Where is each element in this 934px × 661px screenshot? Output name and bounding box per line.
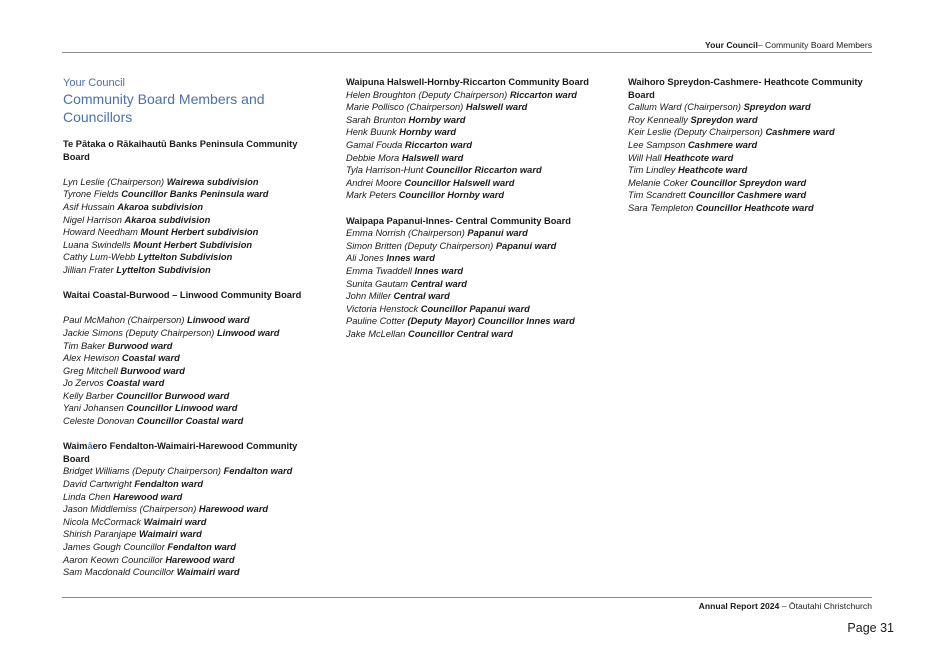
- member-entry: [346, 89, 606, 102]
- member-ward: Councillor Spreydon ward: [690, 177, 807, 188]
- member-entry: [628, 177, 878, 190]
- member-ward: Halswell ward: [401, 152, 464, 163]
- column-2: [346, 76, 606, 353]
- member-ward: Innes ward: [414, 265, 464, 276]
- member-ward: Councillor Heathcote ward: [695, 202, 814, 213]
- member-ward: Innes ward: [386, 253, 435, 264]
- member-entry: [628, 152, 878, 165]
- community-board: [346, 76, 606, 202]
- member-ward: Councillor Central ward: [408, 328, 513, 339]
- member-entry: [628, 101, 878, 114]
- board-title-part: Waipuna Halswell-Hornby-Riccarton Community Board: [346, 77, 589, 87]
- member-entry: [63, 390, 313, 403]
- member-ward: Councillor Hornby ward: [398, 190, 505, 201]
- member-entry: [628, 126, 878, 139]
- community-board: [63, 138, 313, 277]
- member-entry: [346, 152, 606, 165]
- member-entry: [63, 465, 313, 478]
- member-entry: [63, 214, 313, 227]
- member-list: [628, 101, 878, 214]
- member-ward: Heathcote ward: [664, 152, 734, 163]
- member-ward: Waimairi ward: [143, 516, 207, 527]
- member-entry: [63, 377, 313, 390]
- board-title-part: ā: [87, 441, 93, 452]
- member-entry: [346, 290, 606, 303]
- member-entry: [63, 503, 313, 516]
- running-footer: [699, 601, 872, 611]
- member-name: Marie Pollisco (Chairperson): [346, 102, 466, 113]
- member-entry: [628, 189, 878, 202]
- board-title-part: Te Pātaka o Rākaihautū Banks Peninsula Community Board: [63, 139, 298, 162]
- member-ward: Councillor Burwood ward: [116, 390, 230, 401]
- member-ward: Heathcote ward: [678, 165, 748, 176]
- member-entry: [63, 327, 313, 340]
- community-board: [63, 289, 313, 428]
- member-ward: Fendalton ward: [223, 466, 293, 477]
- member-entry: [63, 402, 313, 415]
- member-entry: [346, 177, 606, 190]
- member-entry: [346, 126, 606, 139]
- member-name: Pauline Cotter: [346, 316, 408, 327]
- member-name: Keir Leslie (Deputy Chairperson): [628, 127, 766, 138]
- member-entry: [63, 541, 313, 554]
- member-ward: Fendalton ward: [167, 542, 237, 552]
- member-ward: Councillor Cashmere ward: [688, 190, 807, 201]
- member-ward: Wairewa subdivision: [166, 176, 259, 187]
- member-entry: [63, 188, 313, 201]
- member-name: Tyrone Fields: [63, 189, 122, 200]
- member-name: Victoria Henstock: [346, 303, 421, 314]
- member-entry: [63, 566, 313, 579]
- member-entry: [63, 314, 313, 327]
- member-name: Nigel Harrison: [63, 214, 125, 225]
- member-name: Andrei Moore: [346, 177, 405, 188]
- member-ward: Burwood ward: [107, 340, 173, 351]
- member-entry: [63, 554, 313, 567]
- board-title-part: Waihoro Spreydon-Cashmere- Heathcote Community Board: [628, 77, 863, 100]
- board-title: [63, 440, 313, 465]
- member-ward: Councillor Halswell ward: [404, 177, 515, 188]
- member-name: Sarah Brunton: [346, 114, 409, 125]
- member-ward: Lyttelton Subdivision: [137, 252, 233, 263]
- member-name: Luana Swindells: [63, 239, 134, 250]
- member-entry: [346, 315, 606, 328]
- member-name: Greg Mitchell: [63, 365, 121, 376]
- member-name: Callum Ward (Chairperson): [628, 102, 744, 113]
- member-entry: [346, 252, 606, 265]
- member-name: Tim Scandrett: [628, 190, 689, 201]
- column-1: [63, 76, 313, 591]
- board-title-part: Waitai Coastal-Burwood – Linwood Community Board: [63, 290, 302, 301]
- member-name: Emma Norrish (Chairperson): [346, 228, 468, 239]
- member-name: Jason Middlemiss (Chairperson): [63, 504, 199, 515]
- member-ward: Halswell ward: [465, 102, 528, 113]
- member-entry: [346, 227, 606, 240]
- page-title: Community Board Members and Councillors: [63, 91, 265, 125]
- member-name: Lyn Leslie (Chairperson): [63, 176, 167, 187]
- page-number: Page 31: [847, 621, 894, 635]
- member-name: Mark Peters: [346, 190, 399, 201]
- member-ward: Cashmere ward: [765, 127, 835, 138]
- member-entry: [63, 516, 313, 529]
- member-ward: Councillor Linwood ward: [126, 403, 238, 414]
- header-section: Your Council: [705, 40, 758, 50]
- board-title-part: ero Fendalton-Waimairi-Harewood Community Board: [63, 441, 298, 464]
- member-name: John Miller: [346, 291, 394, 302]
- member-ward: Akaroa subdivision: [117, 201, 204, 212]
- community-board: [63, 440, 313, 579]
- running-header: [705, 40, 872, 50]
- member-list: [63, 176, 313, 277]
- member-ward: Burwood ward: [120, 365, 185, 376]
- member-entry: [346, 101, 606, 114]
- board-title-part: Waim: [63, 441, 88, 452]
- member-entry: [346, 278, 606, 291]
- member-entry: [346, 240, 606, 253]
- member-entry: [63, 340, 313, 353]
- footer-city: – Ōtautahi Christchurch: [779, 601, 872, 611]
- member-name: Shirish Paranjape: [63, 529, 139, 540]
- member-ward: Papanui ward: [467, 228, 528, 239]
- member-entry: [346, 114, 606, 127]
- board-list: [346, 76, 606, 340]
- member-name: Helen Broughton (Deputy Chairperson): [346, 89, 510, 100]
- member-entry: [628, 139, 878, 152]
- member-name: Linda Chen: [63, 491, 114, 502]
- member-ward: Councillor Coastal ward: [136, 416, 244, 427]
- column-3: [628, 76, 878, 227]
- member-name: Henk Buunk: [346, 127, 400, 138]
- member-ward: Coastal ward: [121, 353, 180, 364]
- member-name: Simon Britten (Deputy Chairperson): [346, 240, 496, 251]
- member-ward: Mount Herbert subdivision: [140, 227, 259, 238]
- board-list: [63, 138, 313, 579]
- member-ward: Waimairi ward: [176, 567, 240, 578]
- member-ward: Hornby ward: [408, 114, 466, 125]
- member-ward: Papanui ward: [495, 240, 557, 251]
- header-subsection: – Community Board Members: [757, 40, 872, 50]
- member-entry: [63, 251, 313, 264]
- member-entry: [628, 202, 878, 215]
- member-name: Tyla Harrison-Hunt: [346, 165, 426, 176]
- member-ward: Spreydon ward: [690, 114, 758, 125]
- member-name: Jackie Simons (Deputy Chairperson): [63, 327, 217, 338]
- member-ward: Councillor Banks Peninsula ward: [121, 189, 269, 200]
- member-entry: [346, 164, 606, 177]
- board-title: [63, 138, 313, 163]
- member-ward: Councillor Papanui ward: [420, 303, 530, 314]
- member-entry: [63, 478, 313, 491]
- footer-divider: [62, 597, 872, 598]
- member-ward: Central ward: [410, 278, 467, 289]
- member-name: Sunita Gautam: [346, 278, 411, 289]
- board-title: [628, 76, 878, 101]
- member-name: Jake McLellan: [346, 328, 409, 339]
- member-list: [63, 465, 313, 578]
- member-name: Melanie Coker: [628, 177, 691, 188]
- member-name: Tim Baker: [63, 340, 108, 351]
- member-name: Cathy Lum-Webb: [63, 252, 138, 263]
- footer-report-title: Annual Report 2024: [698, 601, 780, 611]
- member-ward: Hornby ward: [399, 127, 457, 138]
- board-title-part: Waipapa Papanui-Innes- Central Community Board: [346, 215, 571, 226]
- member-ward: Mount Herbert Subdivision: [133, 239, 253, 250]
- member-name: Gamal Fouda: [346, 139, 405, 150]
- member-entry: [63, 365, 313, 378]
- member-name: Asif Hussain: [63, 201, 118, 212]
- member-name: Ali Jones: [346, 253, 387, 264]
- member-name: Celeste Donovan: [63, 416, 137, 427]
- member-ward: Riccarton ward: [404, 139, 473, 150]
- member-name: Bridget Williams (Deputy Chairperson): [63, 466, 224, 477]
- member-ward: Harewood ward: [113, 491, 183, 502]
- member-name: Lee Sampson: [628, 139, 688, 150]
- member-name: Aaron Keown Councillor: [63, 554, 166, 565]
- member-ward: Spreydon ward: [743, 102, 811, 113]
- member-entry: [346, 139, 606, 152]
- member-entry: [63, 415, 313, 428]
- member-entry: [346, 328, 606, 341]
- member-name: Jo Zervos: [63, 378, 107, 389]
- member-ward: Fendalton ward: [134, 479, 204, 490]
- member-list: [63, 314, 313, 427]
- member-name: Debbie Mora: [346, 152, 402, 163]
- member-entry: [346, 189, 606, 202]
- member-name: Sara Templeton: [628, 202, 696, 213]
- member-ward: Central ward: [393, 291, 450, 302]
- member-ward: Linwood ward: [187, 315, 250, 326]
- member-entry: [628, 114, 878, 127]
- member-name: Roy Kenneally: [628, 114, 691, 125]
- member-ward: Harewood ward: [165, 554, 235, 565]
- board-title: [63, 289, 313, 302]
- member-entry: [346, 303, 606, 316]
- member-name: James Gough Councillor: [63, 542, 168, 552]
- member-list: [346, 89, 606, 202]
- header-divider: [62, 52, 872, 53]
- board-list: [628, 76, 878, 215]
- member-ward: Coastal ward: [106, 378, 165, 389]
- member-list: [346, 227, 606, 340]
- member-name: Howard Needham: [63, 227, 141, 238]
- board-title: [346, 76, 606, 89]
- board-title: [346, 215, 606, 228]
- member-name: Will Hall: [628, 152, 665, 163]
- member-entry: [63, 352, 313, 365]
- member-entry: [63, 239, 313, 252]
- member-name: Nicola McCormack: [63, 516, 144, 527]
- member-name: David Cartwright: [63, 479, 135, 490]
- member-ward: Riccarton ward: [509, 89, 577, 100]
- member-ward: Akaroa subdivision: [124, 214, 211, 225]
- member-ward: Linwood ward: [216, 327, 280, 338]
- member-entry: [63, 528, 313, 541]
- member-entry: [346, 265, 606, 278]
- member-ward: Councillor Riccarton ward: [425, 165, 542, 176]
- community-board: [346, 215, 606, 341]
- member-ward: Cashmere ward: [687, 139, 758, 150]
- member-ward: Lyttelton Subdivision: [116, 264, 211, 275]
- member-name: Alex Hewison: [63, 353, 122, 364]
- community-board: [628, 76, 878, 215]
- member-entry: [628, 164, 878, 177]
- member-name: Sam Macdonald Councillor: [63, 567, 177, 578]
- member-name: Jillian Frater: [63, 264, 117, 275]
- member-ward: (Deputy Mayor) Councillor Innes ward: [407, 316, 575, 327]
- member-entry: [63, 176, 313, 189]
- member-entry: [63, 201, 313, 214]
- member-entry: [63, 491, 313, 504]
- member-ward: Harewood ward: [198, 504, 269, 515]
- member-entry: [63, 264, 313, 277]
- member-name: Emma Twaddell: [346, 265, 415, 276]
- member-ward: Waimairi ward: [138, 529, 202, 540]
- member-name: Tim Lindley: [628, 165, 679, 176]
- member-name: Kelly Barber: [63, 390, 117, 401]
- member-name: Paul McMahon (Chairperson): [63, 315, 188, 326]
- member-entry: [63, 226, 313, 239]
- section-kicker: Your Council: [63, 77, 125, 89]
- member-name: Yani Johansen: [63, 403, 127, 414]
